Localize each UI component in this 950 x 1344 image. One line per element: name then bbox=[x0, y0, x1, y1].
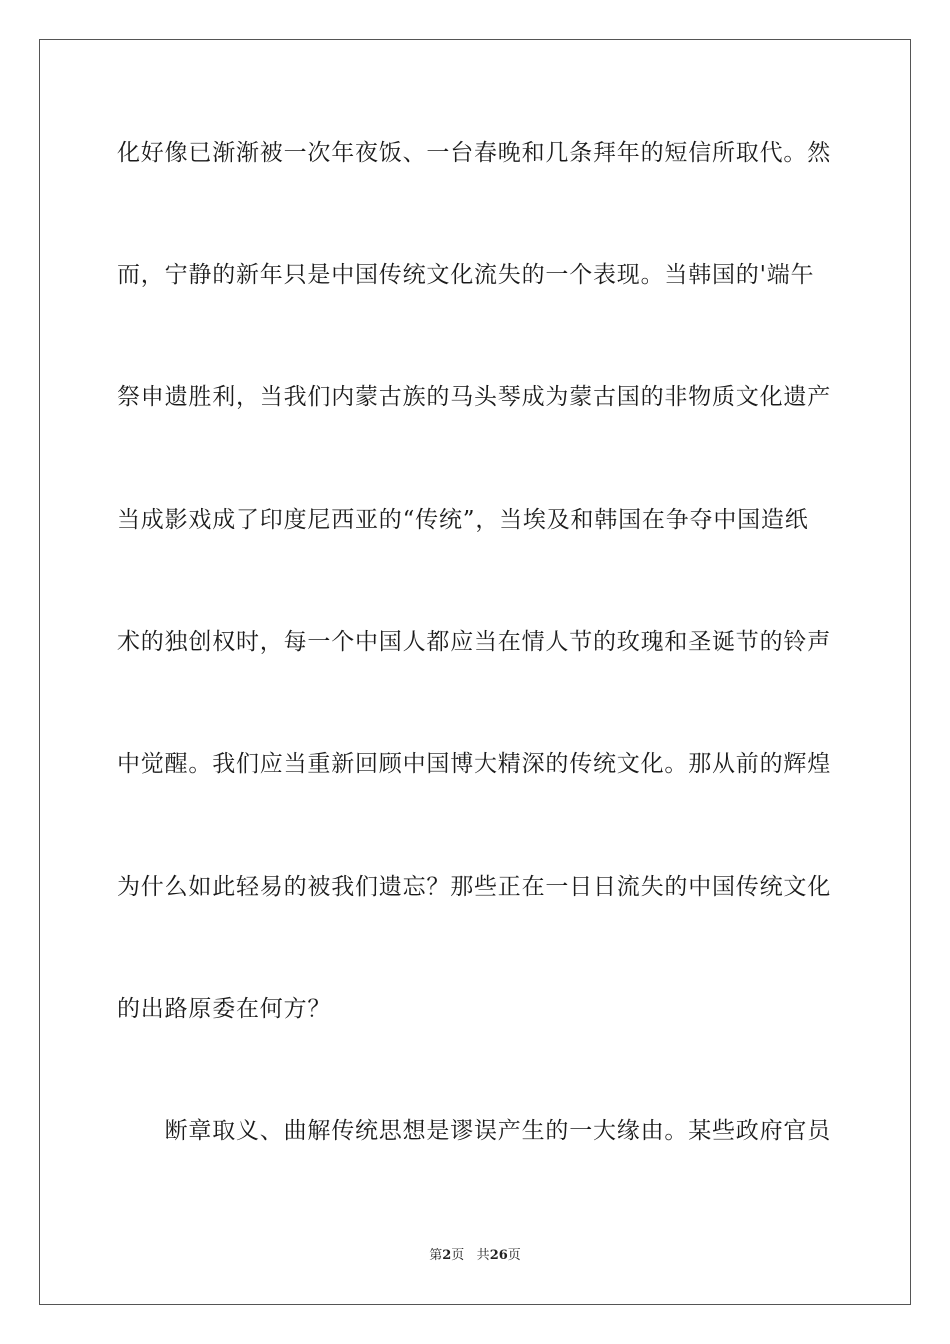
body-text-line-3: 祭申遗胜利，当我们内蒙古族的马头琴成为蒙古国的非物质文化遗产 bbox=[117, 384, 831, 410]
body-text-line-5: 术的独创权时，每一个中国人都应当在情人节的玫瑰和圣诞节的铃声 bbox=[117, 629, 831, 655]
body-text-line-4: 当成影戏成了印度尼西亚的“传统”，当埃及和韩国在争夺中国造纸 bbox=[117, 507, 809, 533]
body-text-line-8: 的出路原委在何方？ bbox=[117, 996, 332, 1022]
body-text-line-6: 中觉醒。我们应当重新回顾中国博大精深的传统文化。那从前的辉煌 bbox=[117, 751, 831, 777]
body-text-line-1: 化好像已渐渐被一次年夜饭、一台春晚和几条拜年的短信所取代。然 bbox=[117, 140, 831, 166]
page-suffix: 页 bbox=[451, 1248, 465, 1263]
page-footer bbox=[0, 1247, 950, 1265]
page-number: 2 bbox=[442, 1248, 452, 1263]
total-suffix: 页 bbox=[507, 1248, 521, 1263]
body-text-line-9: 断章取义、曲解传统思想是谬误产生的一大缘由。某些政府官员 bbox=[117, 1118, 831, 1144]
body-text-line-7: 为什么如此轻易的被我们遗忘？那些正在一日日流失的中国传统文化 bbox=[117, 874, 831, 900]
page-prefix: 第 bbox=[429, 1248, 443, 1263]
total-prefix: 共 bbox=[476, 1248, 490, 1263]
total-pages: 26 bbox=[489, 1248, 508, 1263]
body-text-line-2: 而，宁静的新年只是中国传统文化流失的一个表现。当韩国的'端午 bbox=[117, 262, 815, 288]
